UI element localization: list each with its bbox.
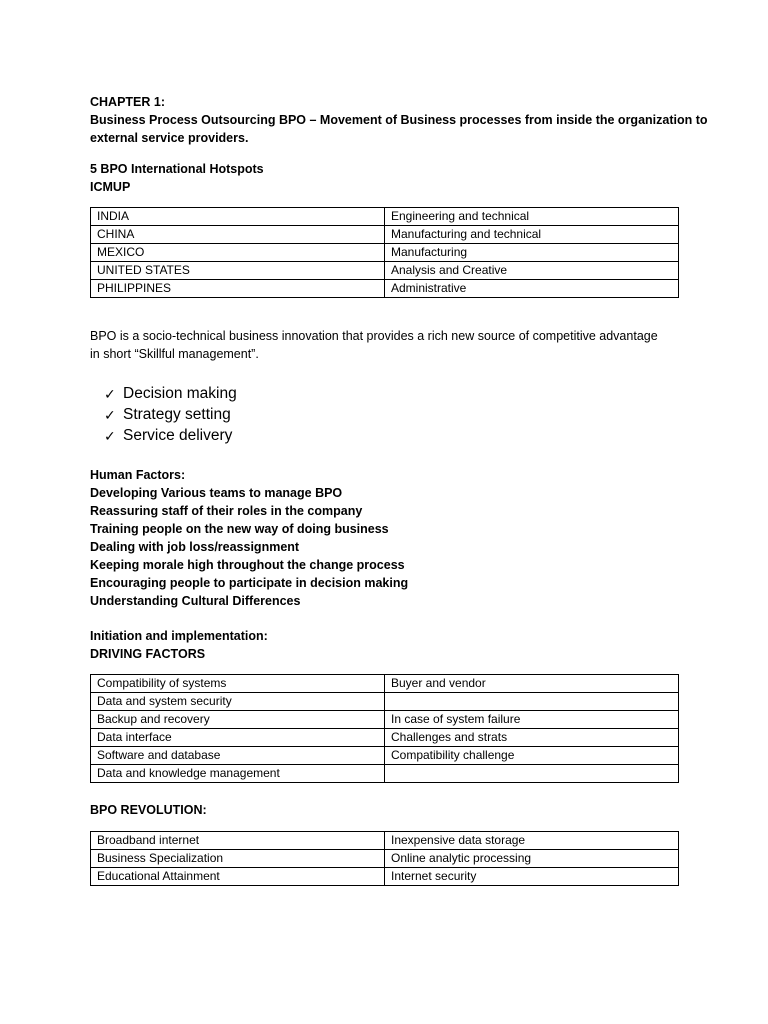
bpo-description-line-2: in short “Skillful management”.	[90, 347, 259, 361]
checklist-label: Decision making	[123, 384, 237, 402]
initiation-heading: Initiation and implementation:	[90, 629, 268, 643]
list-item: Encouraging people to participate in decision making	[90, 576, 409, 590]
list-item	[104, 383, 237, 404]
note-cell: Buyer and vendor	[385, 675, 679, 693]
table-row	[91, 850, 679, 868]
checklist-label: Service delivery	[123, 426, 233, 444]
revolution-cell: Online analytic processing	[385, 850, 679, 868]
revolution-heading-block	[90, 801, 680, 819]
list-item: Developing Various teams to manage BPO	[90, 486, 343, 500]
table-row	[91, 208, 679, 226]
list-item: Training people on the new way of doing business	[90, 522, 389, 536]
country-cell: PHILIPPINES	[91, 280, 385, 298]
note-cell: In case of system failure	[385, 711, 679, 729]
specialty-cell: Manufacturing	[385, 244, 679, 262]
bpo-description-line-1: BPO is a socio-technical business innovation that provides a rich new source of competitive advantage	[90, 329, 658, 343]
hotspots-table	[90, 207, 679, 298]
bpo-description	[90, 327, 680, 363]
factor-cell: Software and database	[91, 747, 385, 765]
check-icon: ✓	[104, 427, 116, 444]
list-item: Understanding Cultural Differences	[90, 594, 301, 608]
driving-factors-table	[90, 674, 679, 783]
table-row	[91, 244, 679, 262]
table-row	[91, 832, 679, 850]
revolution-cell: Inexpensive data storage	[385, 832, 679, 850]
list-item: Dealing with job loss/reassignment	[90, 540, 300, 554]
check-icon: ✓	[104, 385, 116, 402]
table-row	[91, 226, 679, 244]
revolution-table	[90, 831, 679, 886]
note-cell	[385, 693, 679, 711]
note-cell	[385, 765, 679, 783]
specialty-cell: Engineering and technical	[385, 208, 679, 226]
list-item: Keeping morale high throughout the change process	[90, 558, 405, 572]
checklist	[104, 383, 237, 446]
human-factors-heading: Human Factors:	[90, 468, 186, 482]
revolution-cell: Internet security	[385, 868, 679, 886]
table-row	[91, 711, 679, 729]
note-cell: Challenges and strats	[385, 729, 679, 747]
factor-cell: Compatibility of systems	[91, 675, 385, 693]
check-icon: ✓	[104, 406, 116, 423]
hotspots-heading-block	[90, 160, 680, 196]
list-item	[104, 404, 237, 425]
human-factors	[90, 466, 680, 610]
specialty-cell: Administrative	[385, 280, 679, 298]
country-cell: UNITED STATES	[91, 262, 385, 280]
table-row	[91, 280, 679, 298]
table-row	[91, 262, 679, 280]
hotspots-acronym: ICMUP	[90, 180, 131, 194]
chapter-title: CHAPTER 1:	[90, 95, 166, 109]
factor-cell: Backup and recovery	[91, 711, 385, 729]
checklist-label: Strategy setting	[123, 405, 231, 423]
table-row	[91, 765, 679, 783]
list-item	[104, 425, 237, 446]
driving-factors-heading: DRIVING FACTORS	[90, 647, 206, 661]
initiation-heading-block	[90, 627, 680, 663]
country-cell: INDIA	[91, 208, 385, 226]
table-row	[91, 747, 679, 765]
chapter-intro	[90, 93, 708, 147]
factor-cell: Data interface	[91, 729, 385, 747]
table-row	[91, 868, 679, 886]
revolution-heading: BPO REVOLUTION:	[90, 803, 207, 817]
hotspots-heading: 5 BPO International Hotspots	[90, 162, 264, 176]
specialty-cell: Manufacturing and technical	[385, 226, 679, 244]
bpo-definition-line-1: Business Process Outsourcing BPO – Movement of Business processes from inside the organization to	[90, 113, 708, 127]
specialty-cell: Analysis and Creative	[385, 262, 679, 280]
table-row	[91, 693, 679, 711]
table-row	[91, 675, 679, 693]
revolution-cell: Business Specialization	[91, 850, 385, 868]
revolution-cell: Broadband internet	[91, 832, 385, 850]
country-cell: CHINA	[91, 226, 385, 244]
table-row	[91, 729, 679, 747]
country-cell: MEXICO	[91, 244, 385, 262]
factor-cell: Data and system security	[91, 693, 385, 711]
factor-cell: Data and knowledge management	[91, 765, 385, 783]
bpo-definition-line-2: external service providers.	[90, 131, 249, 145]
list-item: Reassuring staff of their roles in the company	[90, 504, 363, 518]
note-cell: Compatibility challenge	[385, 747, 679, 765]
revolution-cell: Educational Attainment	[91, 868, 385, 886]
